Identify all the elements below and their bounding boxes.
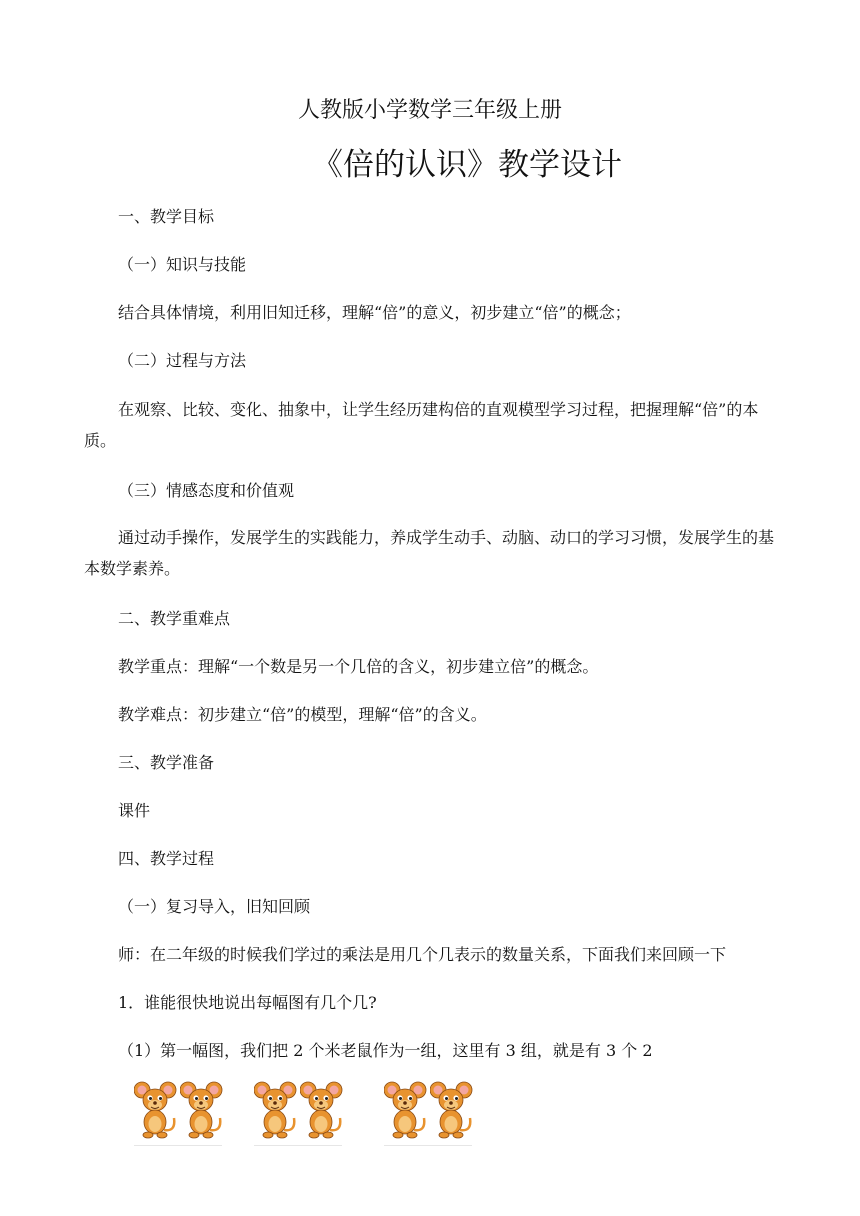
paragraph-1: 结合具体情境，利用旧知迁移，理解“倍”的意义，初步建立“倍”的概念； — [118, 303, 631, 322]
cartoon-mouse-icon — [384, 1078, 428, 1142]
paragraph-7: 师：在二年级的时候我们学过的乘法是用几个几表示的数量关系，下面我们来回顾一下 — [118, 945, 727, 964]
paragraph-8: 1．谁能很快地说出每幅图有几个几? — [118, 993, 377, 1012]
paragraph-3: 通过动手操作，发展学生的实践能力，养成学生动手、动脑、动口的学习习惯，发展学生的基本数学素养。 — [84, 528, 775, 578]
section-heading-2: 二、教学重难点 — [118, 609, 231, 628]
cartoon-mouse-icon — [134, 1078, 178, 1142]
section-heading-4: 四、教学过程 — [118, 849, 215, 868]
cartoon-mouse-icon — [254, 1078, 298, 1142]
doc-title: 《倍的认识》教学设计 — [312, 147, 622, 183]
mouse-group — [380, 1076, 476, 1146]
illustration-baseline — [384, 1145, 472, 1146]
paragraph-4: 教学重点：理解“一个数是另一个几倍的含义，初步建立倍”的概念。 — [118, 657, 599, 676]
doc-subtitle: 人教版小学数学三年级上册 — [297, 98, 562, 123]
illustration-baseline — [254, 1145, 342, 1146]
subsection-heading-1-3: （三）情感态度和价值观 — [118, 481, 295, 500]
mouse-group — [250, 1076, 346, 1146]
cartoon-mouse-icon — [430, 1078, 474, 1142]
subsection-heading-1-2: （二）过程与方法 — [118, 351, 247, 370]
paragraph-2: 在观察、比较、变化、抽象中，让学生经历建构倍的直观模型学习过程，把握理解“倍”的本质。 — [84, 400, 759, 450]
subsection-heading-1-1: （一）知识与技能 — [118, 255, 247, 274]
mouse-group — [130, 1076, 226, 1146]
section-heading-3: 三、教学准备 — [118, 753, 215, 772]
illustration-baseline — [134, 1145, 222, 1146]
subsection-heading-4-1: （一）复习导入，旧知回顾 — [118, 897, 311, 916]
mouse-illustration — [130, 1076, 470, 1146]
cartoon-mouse-icon — [300, 1078, 344, 1142]
paragraph-6: 课件 — [118, 801, 151, 820]
paragraph-9: （1）第一幅图，我们把 2 个米老鼠作为一组，这里有 3 组，就是有 3 个 2 — [118, 1041, 653, 1060]
paragraph-5: 教学难点：初步建立“倍”的模型，理解“倍”的含义。 — [118, 705, 487, 724]
cartoon-mouse-icon — [180, 1078, 224, 1142]
section-heading-1: 一、教学目标 — [118, 207, 215, 226]
